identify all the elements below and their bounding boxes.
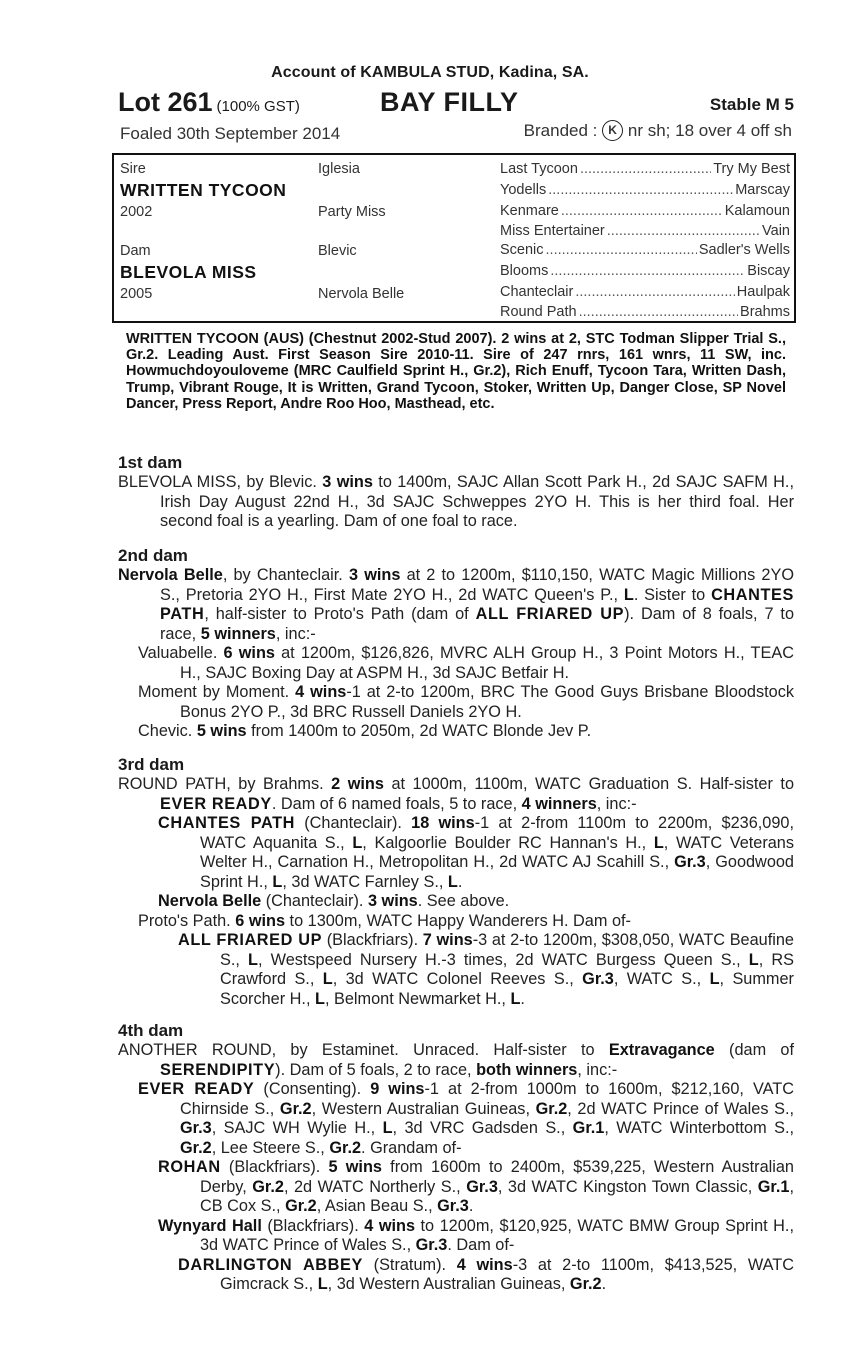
text-run: to 1400m, SAJC Allan Scott Park H., 2d SAJC SAFM H., Irish Day August 22nd H., 3d SAJC Schweppes 2YO H. This is her third foal. Her second foal is a yearling. Dam of one foal to race. xyxy=(160,473,794,530)
caps-run: DARLINGTON ABBEY xyxy=(178,1255,363,1274)
third-dam-text xyxy=(118,775,794,814)
ancestor-right: Try My Best xyxy=(713,161,790,177)
caps-run: SERENDIPITY xyxy=(160,1060,276,1079)
bold-run: Gr.2 xyxy=(329,1138,362,1157)
bold-run: 7 wins xyxy=(422,931,473,949)
caps-run: CHANTES PATH xyxy=(160,585,794,623)
ancestor-row xyxy=(500,182,790,198)
leader-dots xyxy=(607,223,760,239)
text-run: , 3d VRC Gadsden S., xyxy=(392,1119,573,1137)
text-run: (Consenting). xyxy=(254,1080,371,1098)
text-run: at 2 to 1200m, $110,150, WATC Magic Millions 2YO S., Pretoria 2YO H., First Mate 2YO H., 2d WATC Queen's P., xyxy=(160,566,794,604)
bold-run: L xyxy=(272,872,283,891)
bold-run: 5 winners xyxy=(200,624,276,643)
text-run: , half-sister to Proto's Path (dam of xyxy=(204,605,476,623)
text-run: (Stratum). xyxy=(362,1255,457,1274)
bold-run: L xyxy=(317,1275,328,1293)
section-heading: 2nd dam xyxy=(118,546,188,565)
leader-dots xyxy=(546,242,697,258)
ancestor-left: Miss Entertainer xyxy=(500,223,605,239)
branded-text: nr sh; 18 over 4 off sh xyxy=(627,121,792,140)
bold-run: both winners xyxy=(476,1060,578,1079)
text-run: (Blackfriars). xyxy=(220,1158,329,1176)
great-grand-progeny-entry xyxy=(118,1256,794,1295)
text-run: . Sister to xyxy=(633,585,712,604)
dam-year: 2005 xyxy=(120,286,153,302)
text-run: , 3d WATC Kingston Town Classic, xyxy=(497,1177,758,1196)
progeny-entry xyxy=(118,814,794,892)
ancestor-row xyxy=(500,242,790,258)
text-run: , Belmont Newmarket H., xyxy=(324,989,511,1008)
section-heading: 1st dam xyxy=(118,453,183,472)
bold-run: L xyxy=(653,833,664,852)
fourth-dam-section xyxy=(118,1021,794,1295)
ancestor-right: Vain xyxy=(762,223,790,239)
text-run: , by Chanteclair. xyxy=(222,566,349,584)
text-run: , Lee Steere S., xyxy=(211,1138,330,1157)
dam-name: BLEVOLA MISS xyxy=(120,262,257,282)
grandsire-4: Nervola Belle xyxy=(318,286,405,302)
text-run: at 1200m, $126,826, MVRC ALH Group H., 3 Point Motors H., TEAC H., SAJC Boxing Day at ASPM H., 3d SAJC Betfair H. xyxy=(180,644,794,682)
ancestor-left: Kenmare xyxy=(500,203,559,219)
stable-number: Stable M 5 xyxy=(709,95,794,114)
caps-run: ROHAN xyxy=(158,1158,221,1176)
third-dam-section xyxy=(118,755,794,1009)
sire-summary: WRITTEN TYCOON (AUS) (Chestnut 2002-Stud 2007). 2 wins at 2, STC Todman Slipper Trial S., Gr.2. Leading Aust. First Season Sire 2010-11. Sire of 247 rnrs, 161 wnrs, 11 SW, inc. Howmuchdoyouloveme (MRC Caulfield Sprint H., Gr.2), Rich Enuff, Tycoon Tara, Written Dash, Trump, Vibrant Rouge, It is Written, Grand Tycoon, Stoker, Written Up, Danger Close, SP Novel Dancer, Press Report, Andre Roo Hoo, Masthead, etc. xyxy=(126,331,786,412)
bold-run: Gr.3 xyxy=(415,1236,448,1254)
ancestor-row xyxy=(500,223,790,239)
ancestor-left: Round Path xyxy=(500,304,577,320)
ancestor-row xyxy=(500,203,790,219)
second-dam-text xyxy=(118,566,794,644)
progeny-entry xyxy=(118,1080,794,1158)
bold-run: Gr.2 xyxy=(535,1099,568,1118)
bold-run: L xyxy=(447,872,458,891)
grandsire-2: Party Miss xyxy=(318,204,386,220)
text-run: BLEVOLA MISS, by Blevic. xyxy=(118,473,323,491)
bold-run: 6 wins xyxy=(235,911,286,930)
bold-run: L xyxy=(248,950,258,969)
ancestor-row xyxy=(500,161,790,177)
text-run: ROUND PATH, by Brahms. xyxy=(118,775,332,793)
text-run: , 3d WATC Farnley S., xyxy=(282,872,448,891)
bold-run: L xyxy=(352,833,363,852)
sire-year: 2002 xyxy=(120,204,153,220)
caps-run: ALL FRIARED UP xyxy=(178,931,323,949)
ancestor-right: Kalamoun xyxy=(724,203,790,219)
text-run: from 1400m to 2050m, 2d WATC Blonde Jev P. xyxy=(246,722,592,740)
progeny-entry xyxy=(118,912,794,932)
text-run: Proto's Path. xyxy=(138,911,236,930)
bold-run: L xyxy=(623,585,634,604)
bold-run: Gr.2 xyxy=(285,1197,317,1215)
text-run: , inc:- xyxy=(275,624,316,643)
text-run: , SAJC WH Wylie H., xyxy=(211,1119,383,1137)
bold-run: 18 wins xyxy=(411,814,475,832)
progeny-entry xyxy=(118,892,794,912)
text-run: . xyxy=(468,1197,474,1215)
text-run: , Westspeed Nursery H.-3 times, 2d WATC Burgess Queen S., xyxy=(257,950,749,969)
grand-progeny-entry xyxy=(118,931,794,1009)
text-run: . See above. xyxy=(417,892,510,910)
text-run: . Dam of- xyxy=(447,1236,515,1254)
dam-label: Dam xyxy=(120,243,151,259)
caps-run: EVER READY xyxy=(138,1080,255,1098)
bold-run: 3 wins xyxy=(367,892,418,910)
text-run: , CB Cox S., xyxy=(200,1177,794,1215)
text-run: . xyxy=(601,1275,607,1293)
text-run: ). Dam of 8 foals, 7 to race, xyxy=(160,605,794,643)
bold-run: 9 wins xyxy=(370,1080,425,1098)
first-dam-section xyxy=(118,453,794,532)
ancestor-left: Yodells xyxy=(500,182,547,198)
ancestor-left: Chanteclair xyxy=(500,284,574,300)
text-run: to 1300m, WATC Happy Wanderers H. Dam of- xyxy=(285,911,631,930)
bold-run: Gr.1 xyxy=(572,1119,605,1137)
caps-run: EVER READY xyxy=(160,794,272,813)
ancestor-left: Last Tycoon xyxy=(500,161,578,177)
text-run: at 1000m, 1100m, WATC Graduation S. Half-sister to xyxy=(383,775,794,793)
text-run: , RS Crawford S., xyxy=(220,950,794,988)
text-run: . xyxy=(520,989,525,1008)
bold-run: Extravagance xyxy=(608,1041,715,1059)
text-run: , WATC Winterbottom S., xyxy=(604,1119,794,1137)
caps-run: CHANTES PATH xyxy=(158,814,296,832)
text-run: , 2d WATC Prince of Wales S., xyxy=(567,1099,794,1118)
bold-run: 4 wins xyxy=(364,1216,416,1235)
leader-dots xyxy=(580,161,711,177)
text-run: , Asian Beau S., xyxy=(316,1197,438,1215)
bold-run: 4 winners xyxy=(521,794,597,813)
first-dam-text xyxy=(118,473,794,532)
text-run: (Chanteclair). xyxy=(295,814,412,832)
progeny-entry xyxy=(118,683,794,722)
branded-label: Branded : xyxy=(523,121,598,140)
text-run: , 3d Western Australian Guineas, xyxy=(327,1275,570,1293)
grand-progeny-entry xyxy=(118,1217,794,1256)
text-run: . Grandam of- xyxy=(361,1138,462,1157)
lot-label: Lot 261 xyxy=(118,87,213,117)
bold-run: 6 wins xyxy=(223,644,275,662)
text-run: to 1200m, $120,925, WATC BMW Group Sprint H., 3d WATC Prince of Wales S., xyxy=(200,1216,794,1254)
ancestor-right: Haulpak xyxy=(736,284,790,300)
section-heading: 3rd dam xyxy=(118,755,185,774)
text-run: (dam of xyxy=(714,1041,794,1059)
text-run: . Dam of 6 named foals, 5 to race, xyxy=(271,794,522,813)
bold-run: Gr.1 xyxy=(757,1177,790,1196)
gst-note: (100% GST) xyxy=(216,98,300,115)
bold-run: L xyxy=(382,1119,393,1137)
text-run: Moment by Moment. xyxy=(138,683,296,701)
pedigree-table xyxy=(112,153,796,323)
bold-run: 3 wins xyxy=(349,566,401,584)
brand-k-icon: K xyxy=(602,120,623,141)
text-run: (Blackfriars). xyxy=(261,1216,365,1235)
bold-run: 4 wins xyxy=(456,1255,513,1274)
text-run: -1 at 2-from 1100m to 2200m, $236,090, WATC Aquanita S., xyxy=(200,814,794,852)
second-dam-section xyxy=(118,546,794,742)
bold-run: Nervola Belle xyxy=(118,566,223,584)
fourth-dam-text xyxy=(118,1041,794,1080)
brand-info xyxy=(524,120,792,141)
bold-run: 5 wins xyxy=(196,722,247,740)
bold-run: Gr.3 xyxy=(674,853,706,871)
text-run: (Chanteclair). xyxy=(261,892,368,910)
text-run: Valuabelle. xyxy=(138,644,224,662)
bold-run: Nervola Belle xyxy=(158,892,262,910)
progeny-entry xyxy=(118,722,794,742)
text-run: -3 at 2-to 1200m, $308,050, WATC Beaufine S., xyxy=(220,931,794,969)
bold-run: Gr.3 xyxy=(466,1177,498,1196)
text-run: , Summer Scorcher H., xyxy=(220,970,794,1008)
bold-run: L xyxy=(322,970,333,988)
bold-run: Gr.3 xyxy=(180,1119,212,1137)
leader-dots xyxy=(575,284,734,300)
text-run: , 2d WATC Northerly S., xyxy=(283,1177,467,1196)
bold-run: L xyxy=(748,950,759,969)
leader-dots xyxy=(548,182,733,198)
text-run: ). Dam of 5 foals, 2 to race, xyxy=(275,1060,477,1079)
bold-run: Gr.2 xyxy=(252,1177,284,1196)
grandsire-3: Blevic xyxy=(318,243,357,259)
bold-run: Wynyard Hall xyxy=(158,1216,262,1235)
ancestor-right: Sadler's Wells xyxy=(698,242,790,258)
text-run: , inc:- xyxy=(596,794,637,813)
bold-run: L xyxy=(510,989,521,1008)
bold-run: 5 wins xyxy=(328,1158,382,1176)
bold-run: 4 wins xyxy=(295,683,347,701)
horse-description: BAY FILLY xyxy=(380,87,519,117)
grandsire-1: Iglesia xyxy=(318,161,360,177)
text-run: Chevic. xyxy=(138,722,197,740)
ancestor-row xyxy=(500,263,790,279)
text-run: , 3d WATC Colonel Reeves S., xyxy=(332,970,583,988)
lot-number xyxy=(118,87,300,118)
ancestor-right: Marscay xyxy=(735,182,790,198)
text-run: ANOTHER ROUND, by Estaminet. Unraced. Half-sister to xyxy=(118,1041,609,1059)
bold-run: L xyxy=(315,989,325,1008)
ancestor-row xyxy=(500,284,790,300)
bold-run: Gr.3 xyxy=(437,1197,469,1215)
text-run: , WATC Veterans Welter H., Carnation H., Metropolitan H., 2d WATC AJ Scahill S., xyxy=(200,833,794,871)
leader-dots xyxy=(579,304,738,320)
ancestor-right: Biscay xyxy=(747,263,790,279)
sire-name: WRITTEN TYCOON xyxy=(120,180,287,200)
text-run: -1 at 2-to 1200m, BRC The Good Guys Brisbane Bloodstock Bonus 2YO P., 3d BRC Russell Daniels 2YO H. xyxy=(180,683,794,721)
account-line: Account of KAMBULA STUD, Kadina, SA. xyxy=(271,64,589,81)
grand-progeny-entry xyxy=(118,1158,794,1217)
text-run: , WATC S., xyxy=(613,970,710,988)
bold-run: Gr.2 xyxy=(569,1275,602,1293)
text-run: from 1600m to 2400m, $539,225, Western Australian Derby, xyxy=(200,1158,794,1196)
leader-dots xyxy=(561,203,723,219)
bold-run: L xyxy=(709,970,720,988)
bold-run: 3 wins xyxy=(322,473,373,491)
caps-run: ALL FRIARED UP xyxy=(475,605,625,623)
ancestor-left: Scenic xyxy=(500,242,544,258)
text-run: , inc:- xyxy=(577,1060,618,1079)
text-run: , Kalgoorlie Boulder RC Hannan's H., xyxy=(362,833,654,852)
ancestor-right: Brahms xyxy=(740,304,790,320)
text-run: -3 at 2-to 1100m, $413,525, WATC Gimcrack S., xyxy=(220,1255,794,1293)
leader-dots xyxy=(550,263,745,279)
text-run: . xyxy=(457,872,463,891)
text-run: (Blackfriars). xyxy=(322,931,423,949)
text-run: -1 at 2-from 1000m to 1600m, $212,160, VATC Chirnside S., xyxy=(180,1080,794,1118)
ancestor-left: Blooms xyxy=(500,263,549,279)
bold-run: Gr.2 xyxy=(180,1138,212,1157)
progeny-entry xyxy=(118,644,794,683)
sire-label: Sire xyxy=(120,161,146,177)
bold-run: Gr.3 xyxy=(582,970,614,988)
text-run: , Goodwood Sprint H., xyxy=(200,853,794,891)
section-heading: 4th dam xyxy=(118,1021,184,1040)
lot-line xyxy=(118,87,794,119)
foaled-date: Foaled 30th September 2014 xyxy=(120,124,341,143)
bold-run: Gr.2 xyxy=(279,1099,312,1118)
ancestor-row xyxy=(500,304,790,320)
bold-run: 2 wins xyxy=(331,775,384,793)
text-run: , Western Australian Guineas, xyxy=(311,1099,536,1118)
